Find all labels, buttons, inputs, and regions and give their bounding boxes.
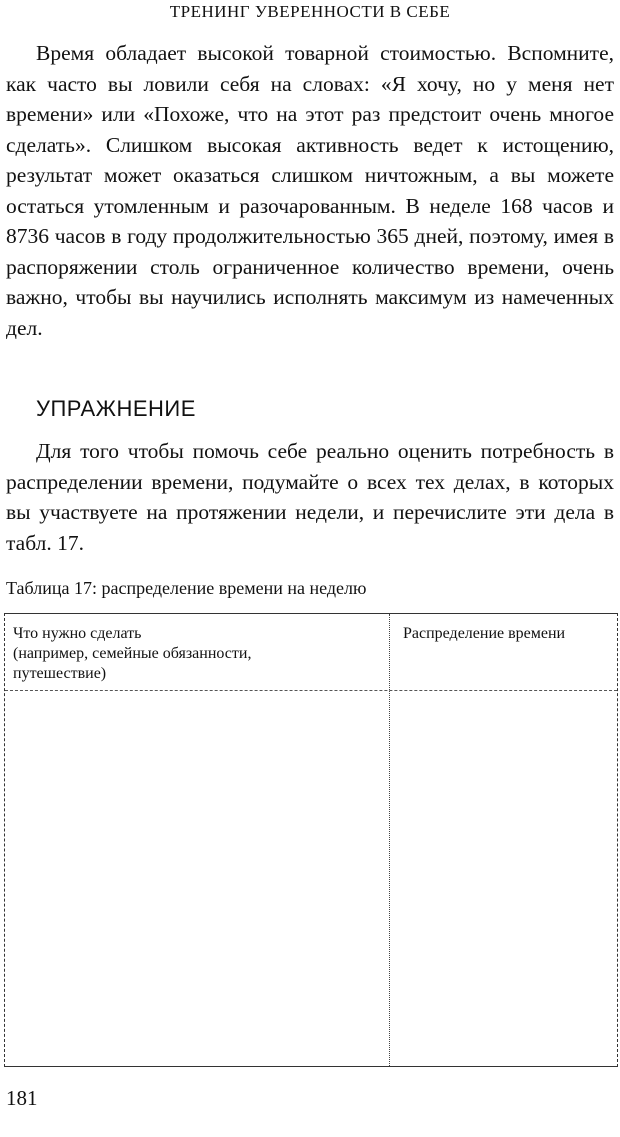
paragraph-time-value: Время обладает высокой товарной стоимостью. Вспомните, как часто вы ловили себя на словах: «Я хочу, но у меня нет времени» или «Похоже, что на этот раз предстоит очень многое сделать». Слишком высокая активность ведет к истощению, результат может оказаться слишком ничтожным, а вы можете остаться утомленным и разочарованным. В неделе 168 часов и 8736 часов в году продолжительностью 365 дней, поэтому, имея в распоряжении столь ограниченное количество времени, очень важно, чтобы вы научились исполнять максимум из намеченных дел. — [6, 41, 614, 340]
table-header-tasks: Что нужно сделать (например, семейные обязанности, путешествие) — [13, 625, 252, 682]
column-divider — [389, 614, 390, 1066]
running-head: ТРЕНИНГ УВЕРЕННОСТИ В СЕБЕ — [169, 2, 451, 21]
time-allocation-table — [4, 613, 618, 1067]
paragraph-exercise: Для того чтобы помочь себе реально оценить потребность в распределении времени, подумайте о всех тех делах, в которых вы участвуете на протяжении недели, и перечислите эти дела в табл. 17. — [6, 439, 614, 555]
header-rule — [5, 690, 617, 691]
section-heading: УПРАЖНЕНИЕ — [36, 396, 196, 421]
page-number: 181 — [6, 1086, 38, 1110]
table-header-time-allocation: Распределение времени — [403, 625, 566, 642]
table-caption: Таблица 17: распределение времени на неделю — [6, 578, 367, 598]
